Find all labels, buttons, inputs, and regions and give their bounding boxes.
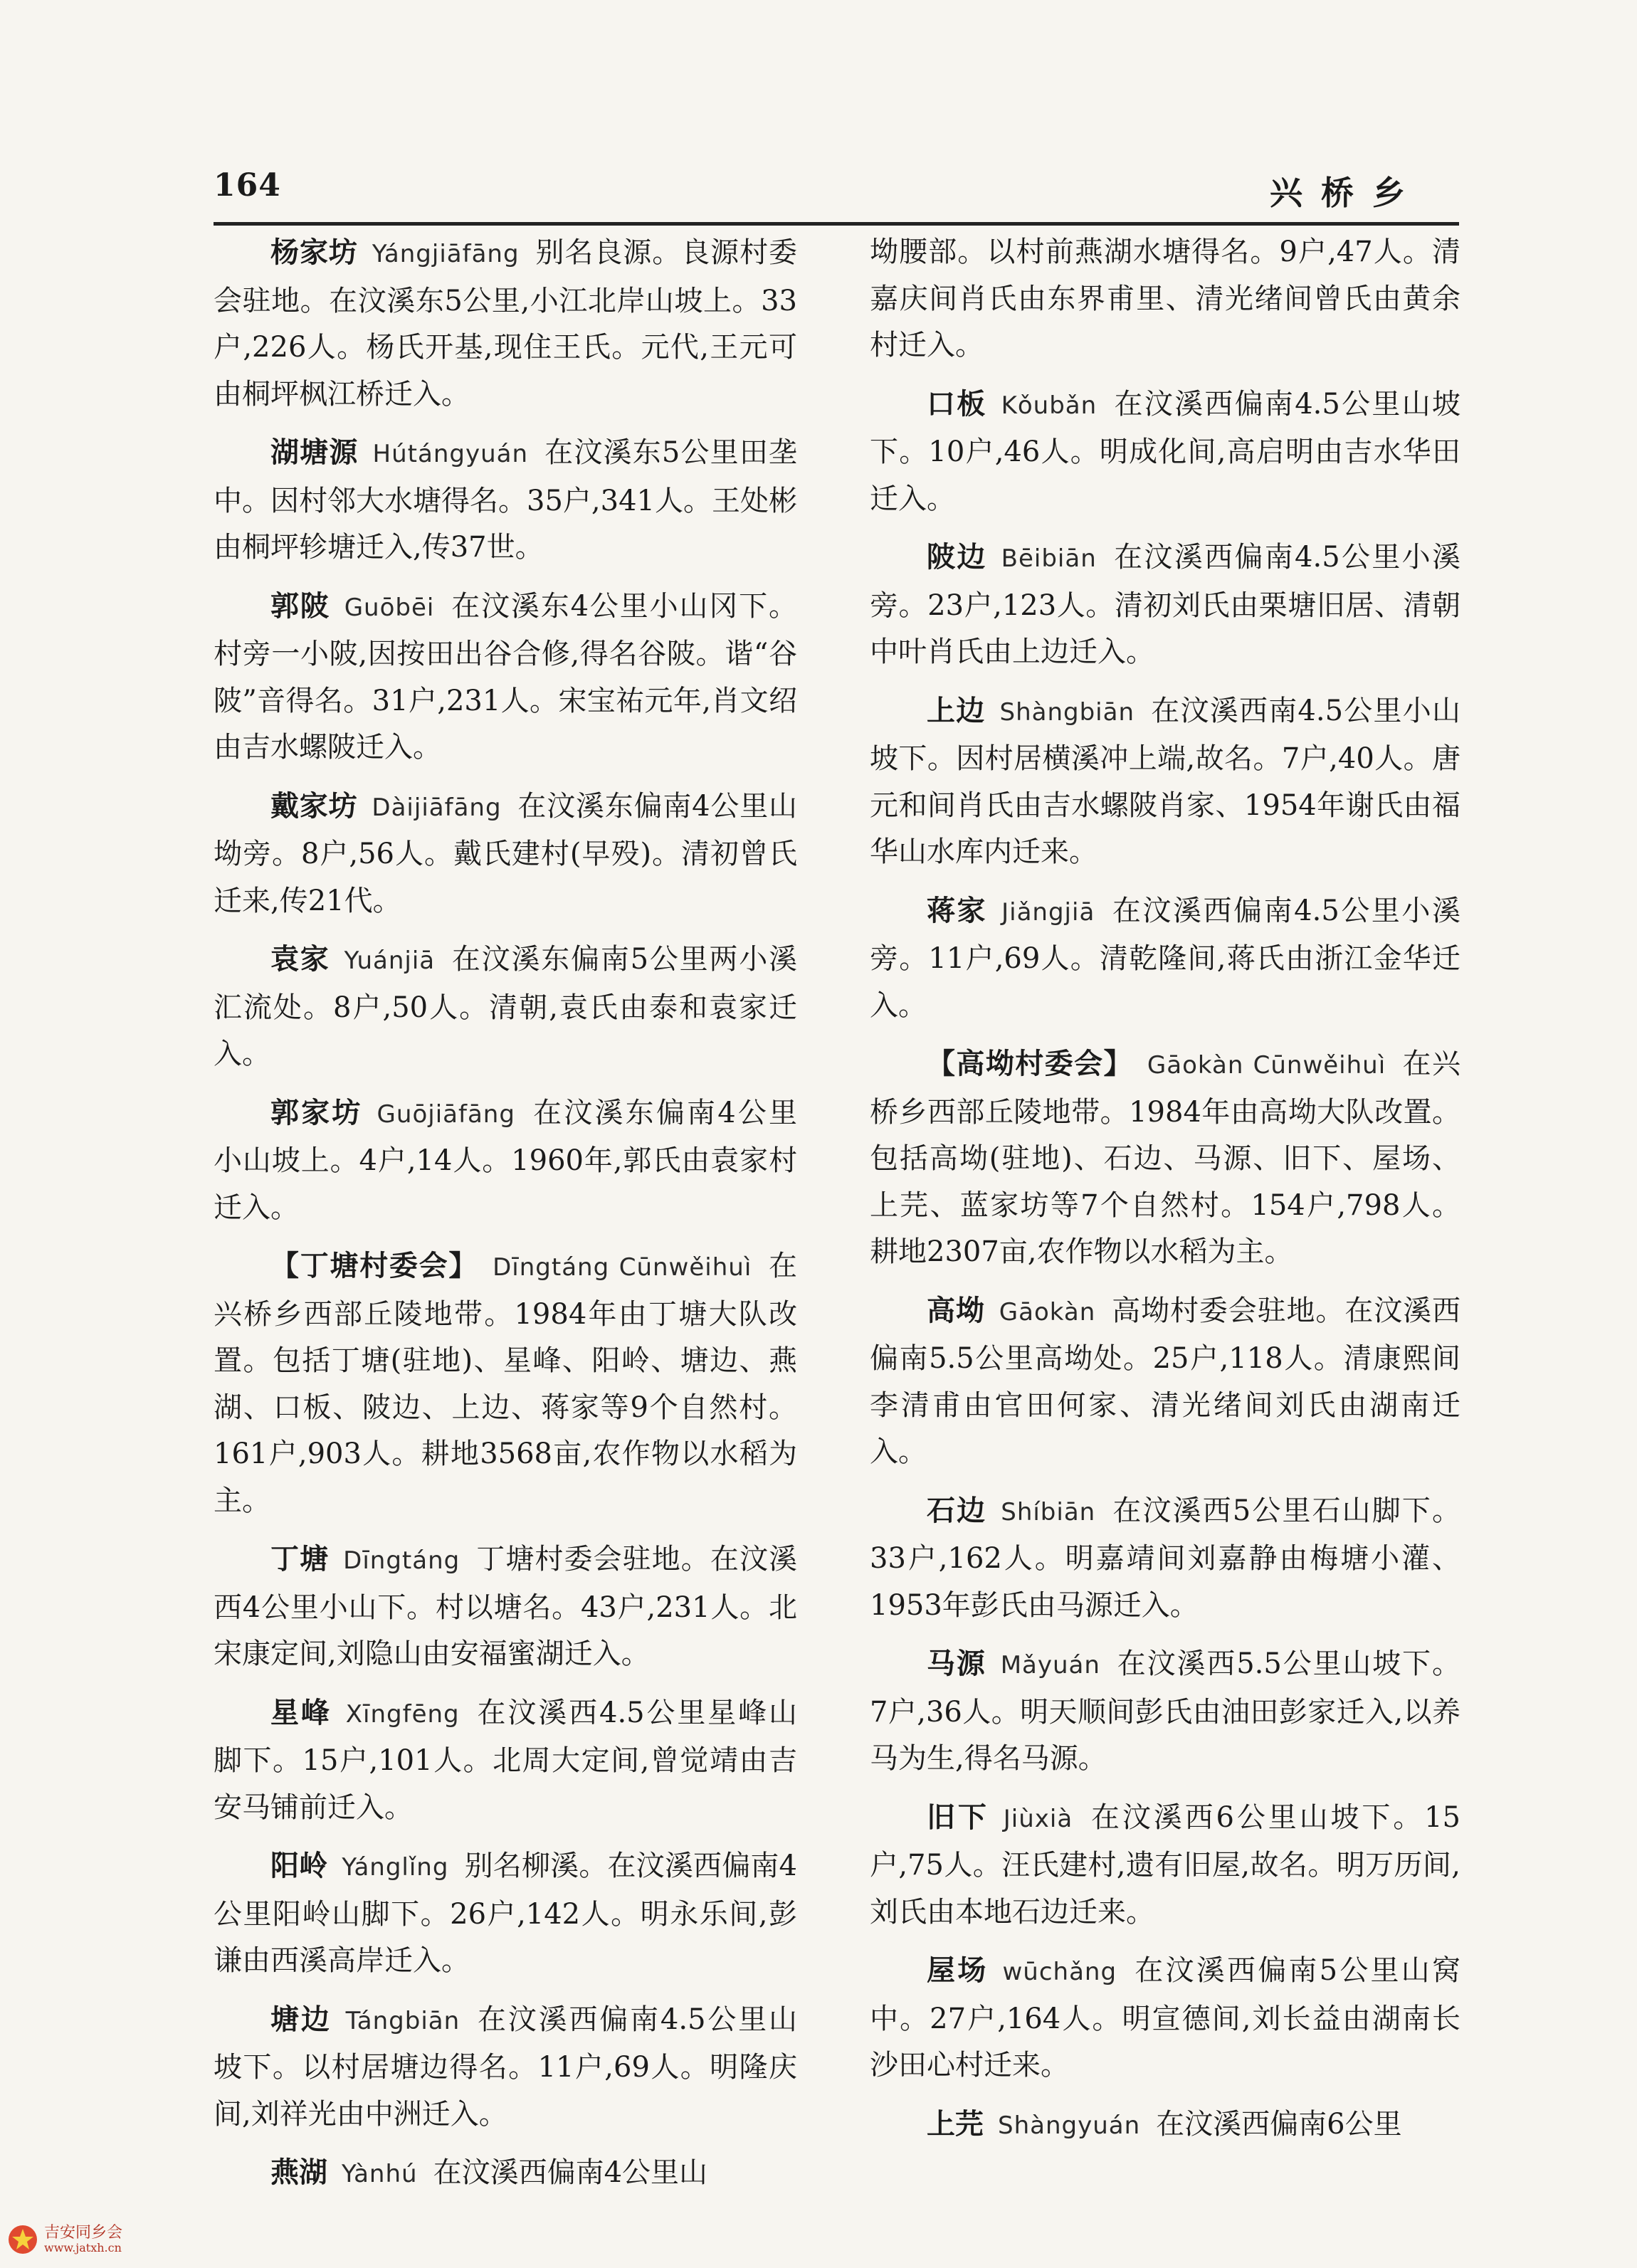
entry-headword: 丁塘 [270,1542,330,1576]
entry-headword: 湖塘源 [270,436,359,469]
entry-pinyin: wūchǎng [1002,1958,1117,1986]
entry-text: 在汶溪西偏南4.5公里山坡下。以村居塘边得名。11户,69人。明隆庆间,刘祥光由中洲迁入。 [214,2003,797,2131]
entry [214,583,797,771]
entry-headword: 杨家坊 [270,236,358,269]
entry-text: 在汶溪西偏南4.5公里小溪旁。11户,69人。清乾隆间,蒋氏由浙江金华迁入。 [870,894,1460,1022]
entry-headword: 袁家 [270,942,330,976]
entry-text: 在汶溪西偏南5公里山窝中。27户,164人。明宣德间,刘长益由湖南长沙田心村迁来。 [870,1954,1461,2082]
entry-pinyin: Yuánjiā [344,946,436,975]
entry [214,1842,797,1985]
entry-pinyin: Kǒubǎn [1001,391,1098,420]
watermark-logo-icon [7,2224,38,2255]
entry-text: 在汶溪西6公里山坡下。15户,75人。汪氏建村,遗有旧屋,故名。明万历间,刘氏由本地石边迁来。 [870,1800,1460,1929]
entry-text: 在汶溪西4.5公里星峰山脚下。15户,101人。北周大定间,曾觉靖由吉安马铺前迁入。 [214,1696,797,1824]
entry [870,2101,1460,2150]
entry [214,1090,797,1232]
entry-text: 在汶溪西偏南6公里 [1156,2107,1402,2141]
entry-pinyin: Shàngyuán [998,2111,1141,2140]
entry [870,687,1460,876]
entry-text: 在汶溪西南4.5公里小山坡下。因村居横溪冲上端,故名。7户,40人。唐元和间肖氏由吉水螺陂肖家、1954年谢氏由福华山水库内迁来。 [870,694,1460,868]
page-header [214,167,1423,217]
entry [214,229,797,418]
entry [870,887,1460,1030]
entry-text: 在汶溪西偏南4.5公里小溪旁。23户,123人。清初刘氏由栗塘旧居、清朝中叶肖氏由上边迁入。 [870,541,1460,668]
entry-text: 高坳村委会驻地。在汶溪西偏南5.5公里高坳处。25户,118人。清康熙间李清甫由官田何家、清光绪间刘氏由湖南迁入。 [870,1294,1461,1468]
entry [870,1287,1460,1476]
entry-headword: 戴家坊 [270,788,358,823]
entry-pinyin: Dàijiāfāng [372,793,502,822]
entry-text: 在汶溪西偏南4.5公里山坡下。10户,46人。明成化间,高启明由吉水华田迁入。 [870,387,1460,515]
entry-text: 坳腰部。以村前燕湖水塘得名。9户,47人。清嘉庆间肖氏由东界甫里、清光绪间曾氏由黄余村迁入。 [870,236,1460,362]
entry-headword: 马源 [927,1647,986,1680]
entry-pinyin: Bēibiān [1001,544,1097,573]
entry-headword: 星峰 [270,1695,332,1729]
entry-text: 在汶溪东5公里田垄中。因村邻大水塘得名。35户,341人。王处彬由桐坪轸塘迁入,传37世。 [214,436,798,564]
entry-pinyin: Guōjiāfāng [377,1099,515,1129]
entry [870,1040,1460,1276]
entry [870,1487,1460,1630]
entry-pinyin: Xīngfēng [345,1699,460,1729]
entry-text: 在兴桥乡西部丘陵地带。1984年由丁塘大队改置。包括丁塘(驻地)、星峰、阳岭、塘边、燕湖、口板、陂边、上边、蒋家等9个自然村。161户,903人。耕地3568亩,农作物以水稻为主。 [214,1250,798,1517]
watermark-url: www.jatxh.cn [44,2240,122,2254]
entry-headword: 郭家坊 [270,1095,363,1129]
right-column [870,229,1460,2161]
entry [214,936,797,1078]
entry-pinyin: Jiǎngjiā [1001,897,1095,927]
entry [870,381,1460,523]
entry-pinyin: Yánglǐng [342,1853,449,1882]
entry-headword: 屋场 [927,1953,989,1987]
entry-headword: 阳岭 [270,1849,328,1882]
entry-pinyin: Gāokàn Cūnwěihuì [1147,1051,1386,1080]
entry [214,2149,797,2198]
watermark [7,2224,122,2255]
entry-text: 在兴桥乡西部丘陵地带。1984年由高坳大队改置。包括高坳(驻地)、石边、马源、旧下、屋场、上芫、蓝家坊等7个自然村。154户,798人。耕地2307亩,农作物以水稻为主。 [870,1048,1461,1268]
entry-pinyin: Tángbiān [345,2006,460,2035]
entry-text: 别名良源。良源村委会驻地。在汶溪东5公里,小江北岸山坡上。33户,226人。杨氏开基,现住王氏。元代,王元可由桐坪枫江桥迁入。 [214,236,798,411]
entry-text: 在汶溪东4公里小山冈下。村旁一小陂,因按田出谷合修,得名谷陂。谐“谷陂”音得名。31户,231人。宋宝祐元年,肖文绍由吉水螺陂迁入。 [214,589,798,764]
entry-headword: 塘边 [270,2002,332,2036]
entry [214,1996,797,2138]
entry-pinyin: Gāokàn [999,1297,1096,1326]
entry-text: 在汶溪东偏南4公里山坳旁。8户,56人。戴氏建村(早殁)。清初曾氏迁来,传21代。 [214,789,797,917]
entry-headword: 旧下 [927,1800,989,1834]
entry-pinyin: Mǎyuán [1000,1651,1100,1679]
watermark-text: 吉安同乡会 [44,2223,123,2242]
header-rule [214,222,1459,226]
entry-pinyin: Yángjiāfāng [372,240,520,268]
entry-headword: 石边 [927,1493,987,1527]
entry [214,1243,797,1524]
entry [870,534,1460,676]
entry [870,1947,1460,2089]
entry-pinyin: Jiùxià [1003,1804,1073,1833]
entry [870,229,1460,369]
entry-text: 别名柳溪。在汶溪西偏南4公里阳岭山脚下。26户,142人。明永乐间,彭谦由西溪高岸迁入。 [214,1850,798,1977]
entry-headword: 【丁塘村委会】 [270,1249,479,1282]
page-number: 164 [214,167,281,204]
entry-pinyin: Shíbiān [1001,1497,1096,1526]
entry-text: 在汶溪东偏南4公里小山坡上。4户,14人。1960年,郭氏由袁家村迁入。 [214,1096,797,1224]
entry-headword: 蒋家 [927,893,988,927]
entry-headword: 口板 [927,386,987,421]
entry-text: 在汶溪东偏南5公里两小溪汇流处。8户,50人。清朝,袁氏由泰和袁家迁入。 [214,943,798,1070]
entry [214,1689,797,1832]
entry-text: 在汶溪西5.5公里山坡下。7户,36人。明天顺间彭氏由油田彭家迁入,以养马为生,得名马源。 [870,1647,1460,1775]
entry [214,429,797,571]
entry-headword: 陂边 [927,540,987,574]
entry-pinyin: Yànhú [342,2160,418,2188]
entry [870,1794,1460,1936]
entry-headword: 燕湖 [270,2156,327,2189]
entry-pinyin: Hútángyuán [372,440,528,468]
entry [870,1640,1460,1783]
entry-headword: 上芫 [927,2106,984,2141]
entry-pinyin: Dīngtáng [343,1546,460,1575]
entry [214,783,797,925]
entry-pinyin: Guōbēi [344,593,435,622]
entry-text: 在汶溪西5公里石山脚下。33户,162人。明嘉靖间刘嘉静由梅塘小灌、1953年彭氏由马源迁入。 [870,1494,1461,1622]
entry-headword: 【高坳村委会】 [927,1047,1133,1080]
entry-pinyin: Dīngtáng Cūnwěihuì [493,1253,752,1282]
entry-headword: 上边 [927,693,986,727]
section-title: 兴桥乡 [1270,174,1423,212]
entry-headword: 高坳 [927,1293,985,1327]
entry-pinyin: Shàngbiān [999,697,1135,727]
left-column [214,229,797,2210]
entry-text: 丁塘村委会驻地。在汶溪西4公里小山下。村以塘名。43户,231人。北宋康定间,刘隐山由安福蜜湖迁入。 [214,1543,798,1670]
entry-headword: 郭陂 [270,589,330,623]
entry-text: 在汶溪西偏南4公里山 [433,2156,708,2189]
entry [214,1536,797,1678]
